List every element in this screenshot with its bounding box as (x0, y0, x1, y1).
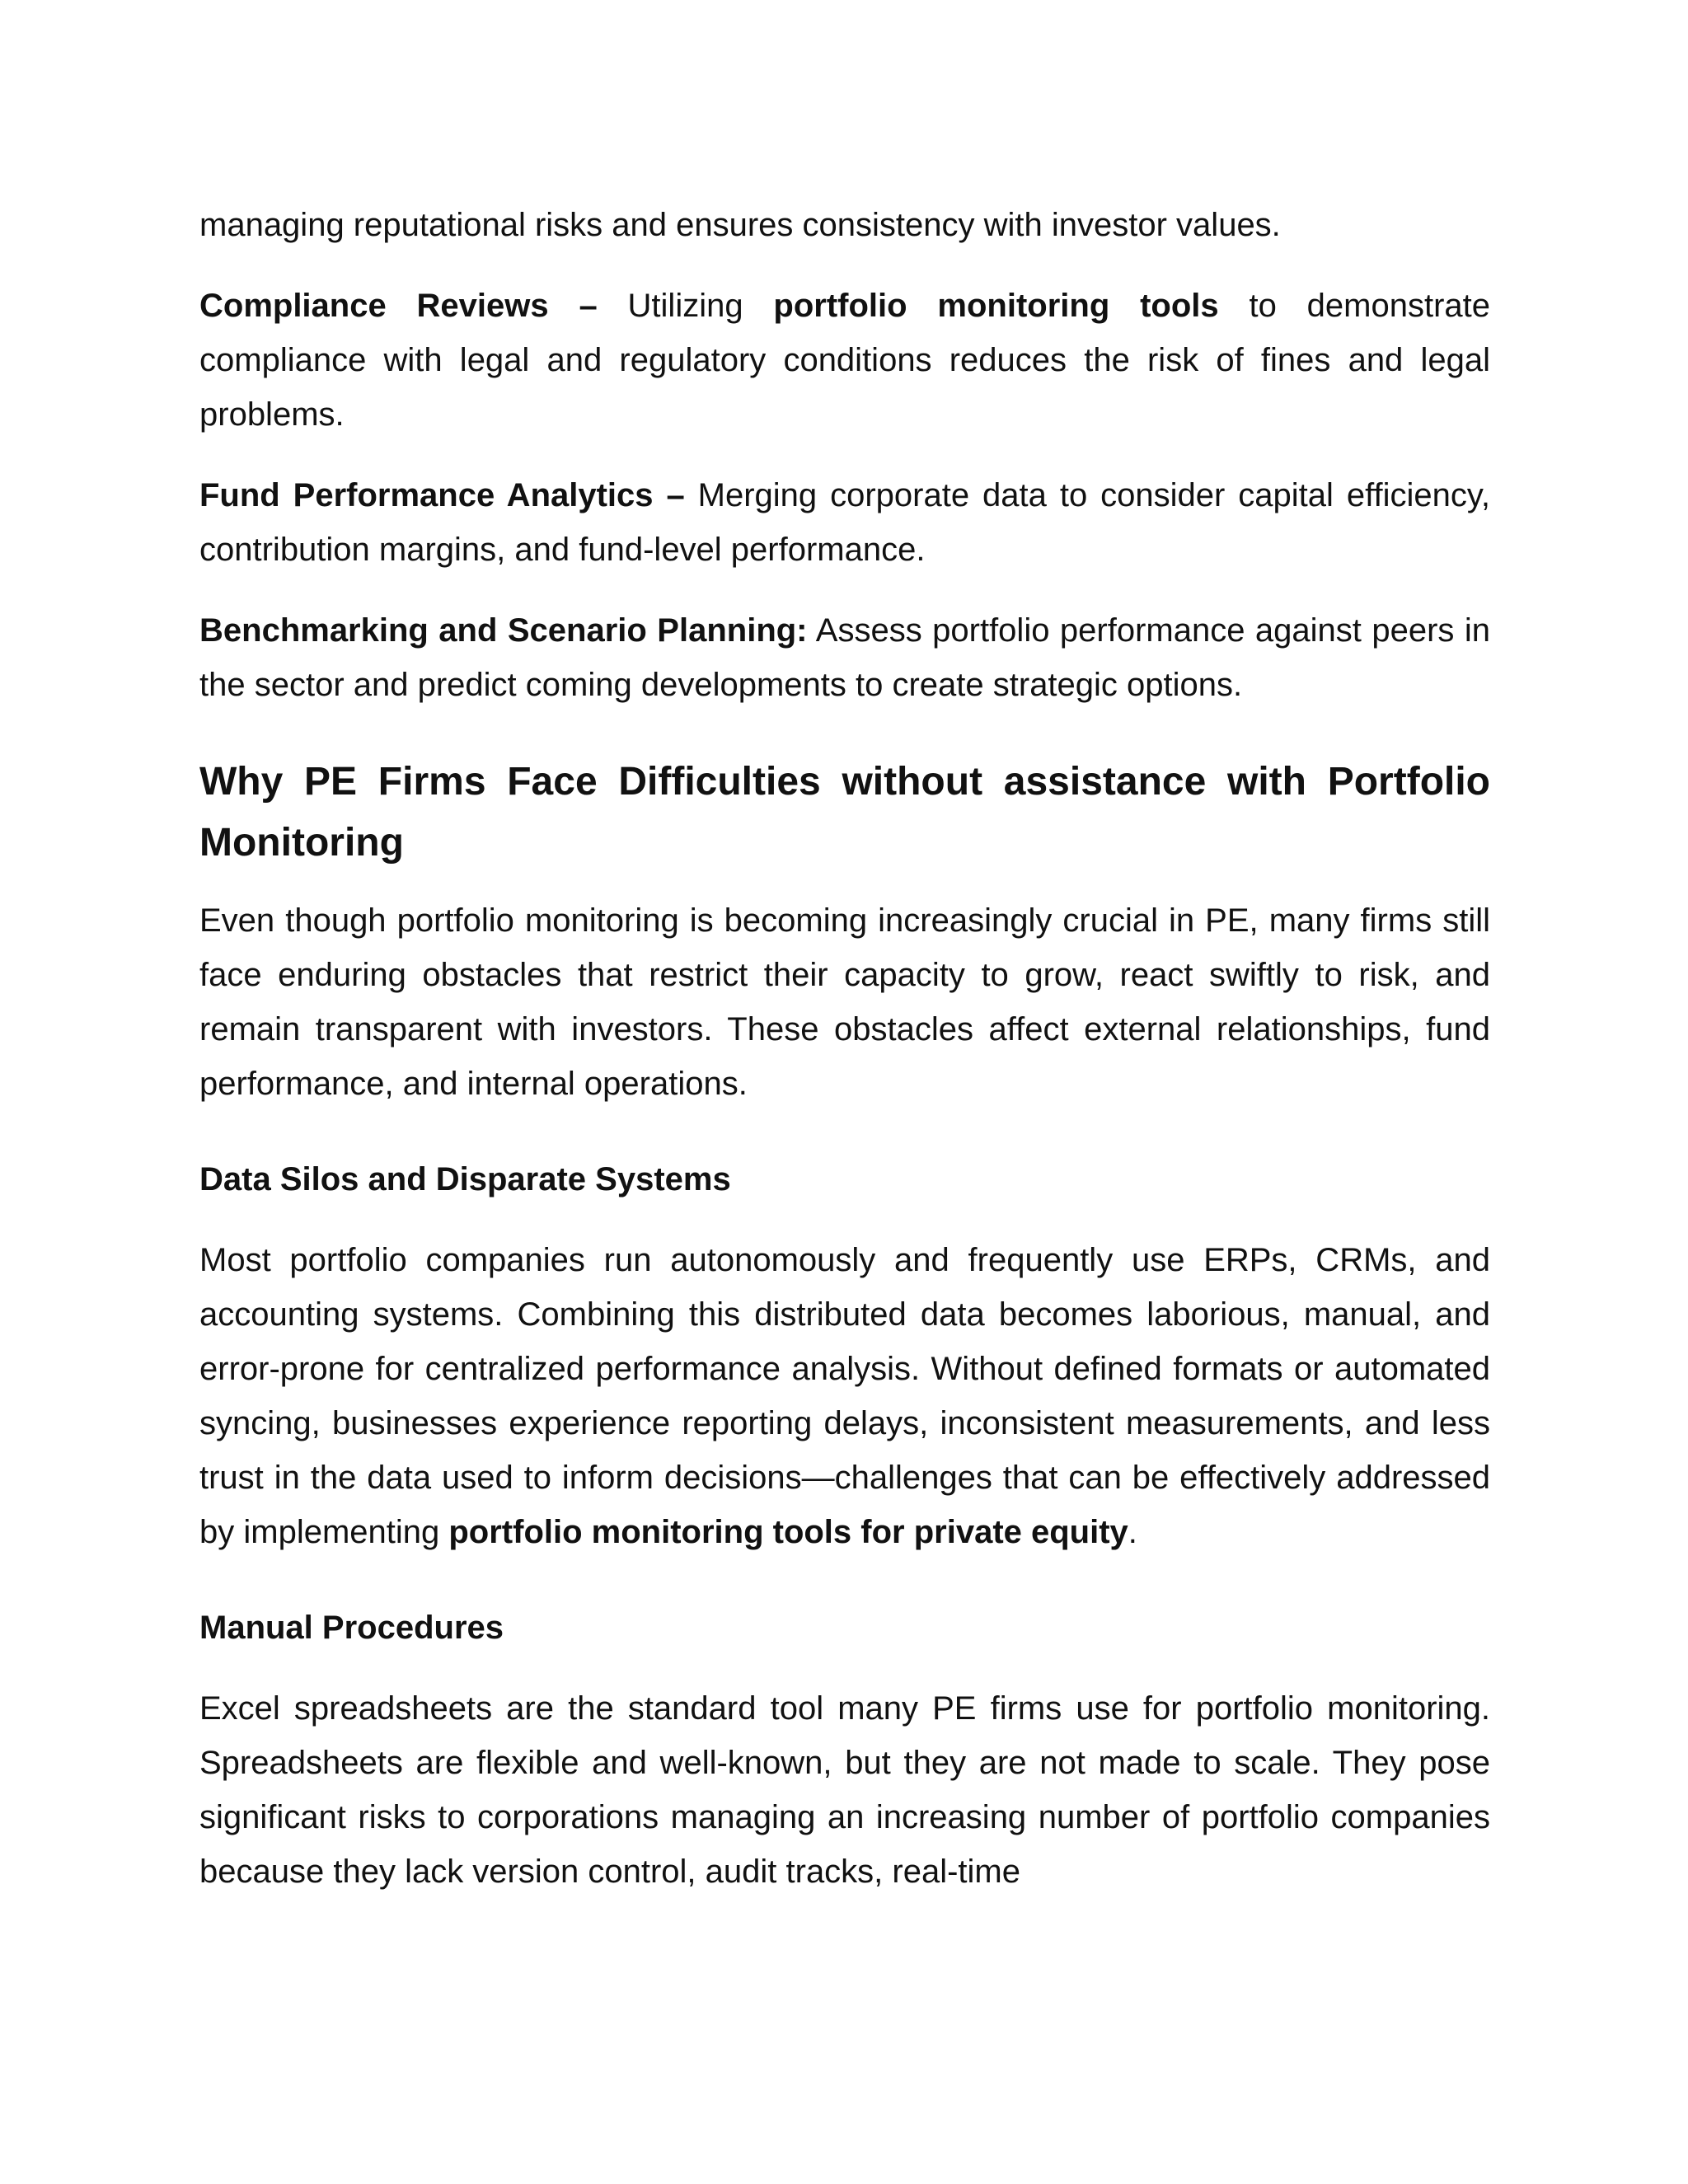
bold-term: portfolio monitoring tools for private equity (448, 1514, 1128, 1550)
paragraph-text: Most portfolio companies run autonomously and frequently use ERPs, CRMs, and accounting systems. Combining this distributed data becomes laborious, manual, and error-prone for centralized performance analysis. Without defined formats or automated syncing, businesses experience reporting delays, inconsistent measurements, and less trust in the data used to inform decisions—challenges that can be effectively addressed by implementing (199, 1242, 1490, 1550)
paragraph-text: Even though portfolio monitoring is becoming increasingly crucial in PE, many firms still face enduring obstacles that restrict their capacity to grow, react swiftly to risk, and remain transparent with investors. These obstacles affect external relationships, fund performance, and internal operations. (199, 902, 1490, 1102)
paragraph-text: to demonstrate compliance with legal and regulatory conditions reduces the risk of fines and legal problems. (199, 288, 1490, 433)
paragraph-investor-values (199, 198, 1490, 252)
subheading-data-silos: Data Silos and Disparate Systems (199, 1161, 731, 1197)
paragraph-benchmarking (199, 603, 1490, 712)
document-page (199, 198, 1490, 1899)
benchmarking-heading: Benchmarking and Scenario Planning: (199, 612, 808, 649)
paragraph-text: . (1128, 1514, 1137, 1550)
compliance-reviews-heading: Compliance Reviews – (199, 288, 598, 324)
section-heading-why-pe-firms: Why PE Firms Face Difficulties without assistance with Portfolio Monitoring (199, 760, 1490, 865)
bold-term: portfolio monitoring tools (773, 288, 1219, 324)
paragraph-text: Excel spreadsheets are the standard tool many PE firms use for portfolio monitoring. Spreadsheets are flexible and well-known, but they are not made to scale. They pose significant risks to corporations managing an increasing number of portfolio companies because they lack version control, audit tracks, real-time (199, 1690, 1490, 1890)
paragraph-text: Merging corporate data to consider capital efficiency, contribution margins, and fund-level performance. (199, 477, 1490, 568)
paragraph-data-silos (199, 1233, 1490, 1559)
paragraph-text: managing reputational risks and ensures consistency with investor values. (199, 207, 1281, 243)
paragraph-obstacles (199, 893, 1490, 1111)
subheading-manual-procedures: Manual Procedures (199, 1610, 504, 1646)
paragraph-text: Utilizing (597, 288, 774, 324)
paragraph-fund-performance (199, 468, 1490, 577)
paragraph-manual-procedures (199, 1681, 1490, 1899)
fund-performance-heading: Fund Performance Analytics – (199, 477, 685, 513)
paragraph-compliance-reviews (199, 279, 1490, 442)
paragraph-text: Assess portfolio performance against peers in the sector and predict coming developments to create strategic options. (199, 612, 1490, 703)
